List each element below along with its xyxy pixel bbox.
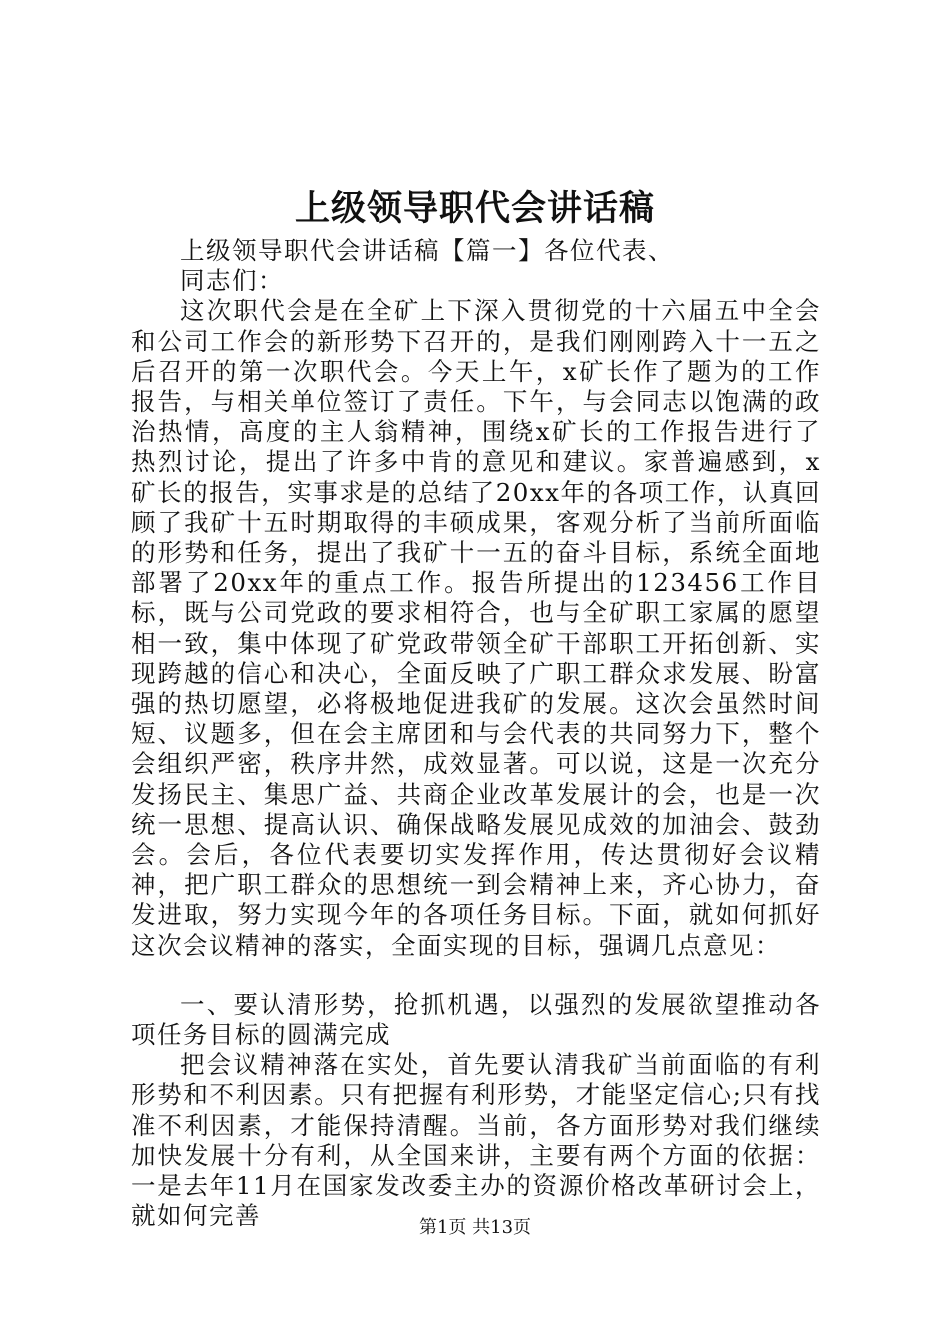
intro-line-1: 上级领导职代会讲话稿【篇一】各位代表、 [180, 236, 674, 265]
document-title: 上级领导职代会讲话稿 [294, 188, 655, 229]
section-heading-1: 一、要认清形势，抢抓机遇，以强烈的发展欲望推动各项任务目标的圆满完成 [131, 989, 821, 1050]
paragraph-2: 把会议精神落在实处，首先要认清我矿当前面临的有利形势和不利因素。只有把握有利形势，才能坚定信心;只有找准不利因素，才能保持清醒。当前，各方面形势对我们继续加快发展十分有利，从全国来讲，主要有两个方面的依据：一是去年11月在国家发改委主办的资源价格改革研讨会上，就如何完善 [131, 1050, 821, 1231]
document-body [131, 236, 821, 1232]
page-number-footer: 第1页 共13页 [418, 1217, 532, 1238]
intro-line-2: 同志们： [180, 266, 284, 296]
paragraph-1: 这次职代会是在全矿上下深入贯彻党的十六届五中全会和公司工作会的新形势下召开的，是我们刚刚跨入十一五之后召开的第一次职代会。今天上午，x矿长作了题为的工作报告，与相关单位签订了责任。下午，与会同志以饱满的政治热情，高度的主人翁精神，围绕x矿长的工作报告进行了热烈讨论，提出了许多中肯的意见和建议。家普遍感到，x矿长的报告，实事求是的总结了20xx年的各项工作，认真回顾了我矿十五时期取得的丰硕成果，客观分析了当前所面临的形势和任务，提出了我矿十一五的奋斗目标，系统全面地部署了20xx年的重点工作。报告所提出的123456工作目标，既与公司党政的要求相符合，也与全矿职工家属的愿望相一致，集中体现了矿党政带领全矿干部职工开拓创新、实现跨越的信心和决心，全面反映了广职工群众求发展、盼富强的热切愿望，必将极地促进我矿的发展。这次会虽然时间短、议题多，但在会主席团和与会代表的共同努力下，整个会组织严密，秩序井然，成效显著。可以说，这是一次充分发扬民主、集思广益、共商企业改革发展计的会，也是一次统一思想、提高认识、确保战略发展见成效的加油会、鼓劲会。会后，各位代表要切实发挥作用，传达贯彻好会议精神，把广职工群众的思想统一到会精神上来，齐心协力，奋发进取，努力实现今年的各项任务目标。下面，就如何抓好这次会议精神的落实，全面实现的目标，强调几点意见： [131, 296, 821, 960]
